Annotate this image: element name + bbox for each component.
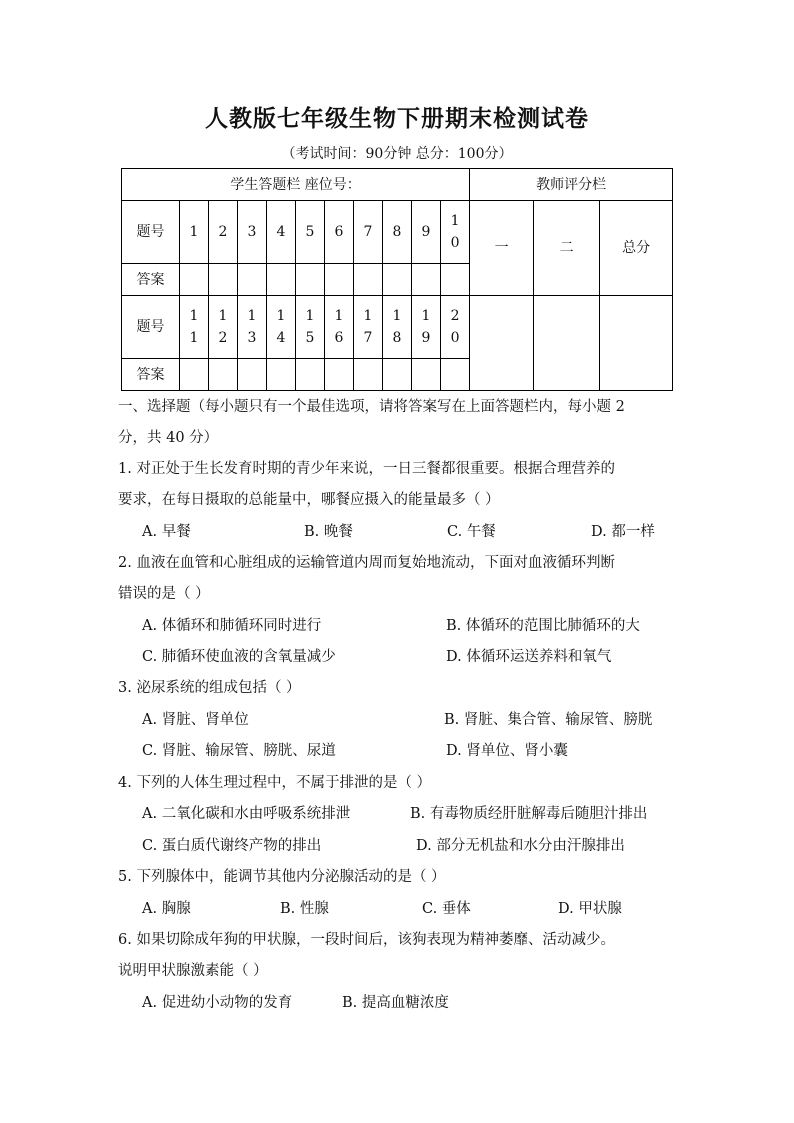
score-col-part1: 一	[470, 201, 534, 296]
option-a[interactable]: A. 胸腺	[142, 901, 191, 917]
answer-cell[interactable]	[383, 359, 412, 391]
option-a[interactable]: A. 体循环和肺循环同时进行	[142, 618, 322, 634]
answer-cell[interactable]	[296, 264, 325, 296]
question-number-cell: 2 0	[441, 296, 470, 359]
question-3-line1: 3. 泌尿系统的组成包括（ ）	[118, 680, 301, 696]
question-2-line2: 错误的是（ ）	[118, 586, 210, 602]
option-a[interactable]: A. 促进幼小动物的发育	[142, 995, 293, 1011]
answer-cell[interactable]	[354, 359, 383, 391]
option-d[interactable]: D. 甲状腺	[558, 901, 622, 917]
option-d[interactable]: D. 都一样	[591, 524, 655, 540]
answer-cell[interactable]	[383, 264, 412, 296]
option-c[interactable]: C. 午餐	[447, 524, 496, 540]
question-4-options-row2	[142, 831, 687, 862]
option-c[interactable]: C. 垂体	[422, 901, 471, 917]
option-c[interactable]: C. 蛋白质代谢终产物的排出	[142, 838, 322, 854]
option-b[interactable]: B. 性腺	[280, 901, 329, 917]
question-number-cell: 5	[296, 201, 325, 264]
answer-cell[interactable]	[209, 264, 238, 296]
score-cell-part2[interactable]	[534, 296, 600, 391]
question-number-cell: 8	[383, 201, 412, 264]
score-col-total: 总分	[600, 201, 673, 296]
question-2-options-row2	[142, 642, 687, 673]
option-d[interactable]: D. 肾单位、肾小囊	[446, 743, 568, 759]
student-answer-header: 学生答题栏 座位号：	[122, 169, 470, 201]
question-6-options	[142, 988, 687, 1019]
option-c[interactable]: C. 肺循环使血液的含氧量减少	[142, 649, 336, 665]
answer-cell[interactable]	[412, 359, 441, 391]
question-number-cell: 1 9	[412, 296, 441, 359]
question-5-options	[142, 894, 687, 925]
answer-cell[interactable]	[238, 359, 267, 391]
question-number-cell: 1 3	[238, 296, 267, 359]
section-heading-line1: 一、选择题（每小题只有一个最佳选项，请将答案写在上面答题栏内，每小题 2	[118, 399, 625, 415]
answer-cell[interactable]	[325, 264, 354, 296]
answer-cell[interactable]	[441, 264, 470, 296]
question-2-line1: 2. 血液在血管和心脏组成的运输管道内周而复始地流动，下面对血液循环判断	[118, 555, 615, 571]
section-heading-line2: 分，共 40 分）	[118, 430, 219, 446]
question-number-cell: 1 8	[383, 296, 412, 359]
question-number-cell: 1 2	[209, 296, 238, 359]
score-col-part2: 二	[534, 201, 600, 296]
question-1-line1: 1. 对正处于生长发育时期的青少年来说，一日三餐都很重要。根据合理营养的	[118, 461, 615, 477]
question-1-line2: 要求，在每日摄取的总能量中，哪餐应摄入的能量最多（ ）	[118, 492, 500, 508]
question-number-cell: 2	[209, 201, 238, 264]
question-3-options-row2	[142, 736, 687, 767]
exam-info: （考试时间：90分钟 总分：100分）	[281, 146, 513, 162]
question-number-cell: 1 5	[296, 296, 325, 359]
page-title: 人教版七年级生物下册期末检测试卷	[205, 105, 589, 132]
answer-cell[interactable]	[441, 359, 470, 391]
answer-cell[interactable]	[325, 359, 354, 391]
answer-cell[interactable]	[209, 359, 238, 391]
option-c[interactable]: C. 肾脏、输尿管、膀胱、尿道	[142, 743, 336, 759]
option-b[interactable]: B. 晚餐	[304, 524, 353, 540]
question-number-cell: 3	[238, 201, 267, 264]
question-1-options	[142, 517, 687, 548]
question-3-options-row1	[142, 705, 687, 736]
question-number-cell: 1 1	[180, 296, 209, 359]
teacher-score-header: 教师评分栏	[470, 169, 673, 201]
answer-cell[interactable]	[180, 359, 209, 391]
option-a[interactable]: A. 肾脏、肾单位	[142, 712, 249, 728]
answer-cell[interactable]	[180, 264, 209, 296]
question-6-line2: 说明甲状腺激素能（ ）	[118, 963, 268, 979]
option-b[interactable]: B. 有毒物质经肝脏解毒后随胆汁排出	[410, 806, 648, 822]
option-a[interactable]: A. 二氧化碳和水由呼吸系统排泄	[142, 806, 351, 822]
question-4-options-row1	[142, 799, 687, 830]
answer-grid	[121, 168, 673, 391]
question-number-cell: 4	[267, 201, 296, 264]
score-cell-part1[interactable]	[470, 296, 534, 391]
question-number-cell: 6	[325, 201, 354, 264]
option-b[interactable]: B. 肾脏、集合管、输尿管、膀胱	[444, 712, 653, 728]
answer-cell[interactable]	[354, 264, 383, 296]
answer-cell[interactable]	[296, 359, 325, 391]
question-6-line1: 6. 如果切除成年狗的甲状腺，一段时间后，该狗表现为精神萎靡、活动减少。	[118, 932, 615, 948]
question-number-cell: 7	[354, 201, 383, 264]
option-b[interactable]: B. 体循环的范围比肺循环的大	[446, 618, 640, 634]
question-number-label: 题号	[122, 296, 180, 359]
question-number-cell: 1	[180, 201, 209, 264]
option-d[interactable]: D. 体循环运送养料和氧气	[446, 649, 612, 665]
option-d[interactable]: D. 部分无机盐和水分由汗腺排出	[416, 838, 625, 854]
option-b[interactable]: B. 提高血糖浓度	[342, 995, 449, 1011]
score-cell-total[interactable]	[600, 296, 673, 391]
question-number-cell: 1 0	[441, 201, 470, 264]
answer-cell[interactable]	[267, 359, 296, 391]
answer-label: 答案	[122, 359, 180, 391]
answer-label: 答案	[122, 264, 180, 296]
question-number-cell: 1 4	[267, 296, 296, 359]
question-number-cell: 9	[412, 201, 441, 264]
question-5-line1: 5. 下列腺体中，能调节其他内分泌腺活动的是（ ）	[118, 869, 446, 885]
question-number-label: 题号	[122, 201, 180, 264]
answer-cell[interactable]	[238, 264, 267, 296]
answer-cell[interactable]	[267, 264, 296, 296]
question-number-cell: 1 7	[354, 296, 383, 359]
option-a[interactable]: A. 早餐	[142, 524, 191, 540]
question-number-cell: 1 6	[325, 296, 354, 359]
question-2-options-row1	[142, 611, 687, 642]
answer-cell[interactable]	[412, 264, 441, 296]
question-4-line1: 4. 下列的人体生理过程中，不属于排泄的是（ ）	[118, 775, 432, 791]
